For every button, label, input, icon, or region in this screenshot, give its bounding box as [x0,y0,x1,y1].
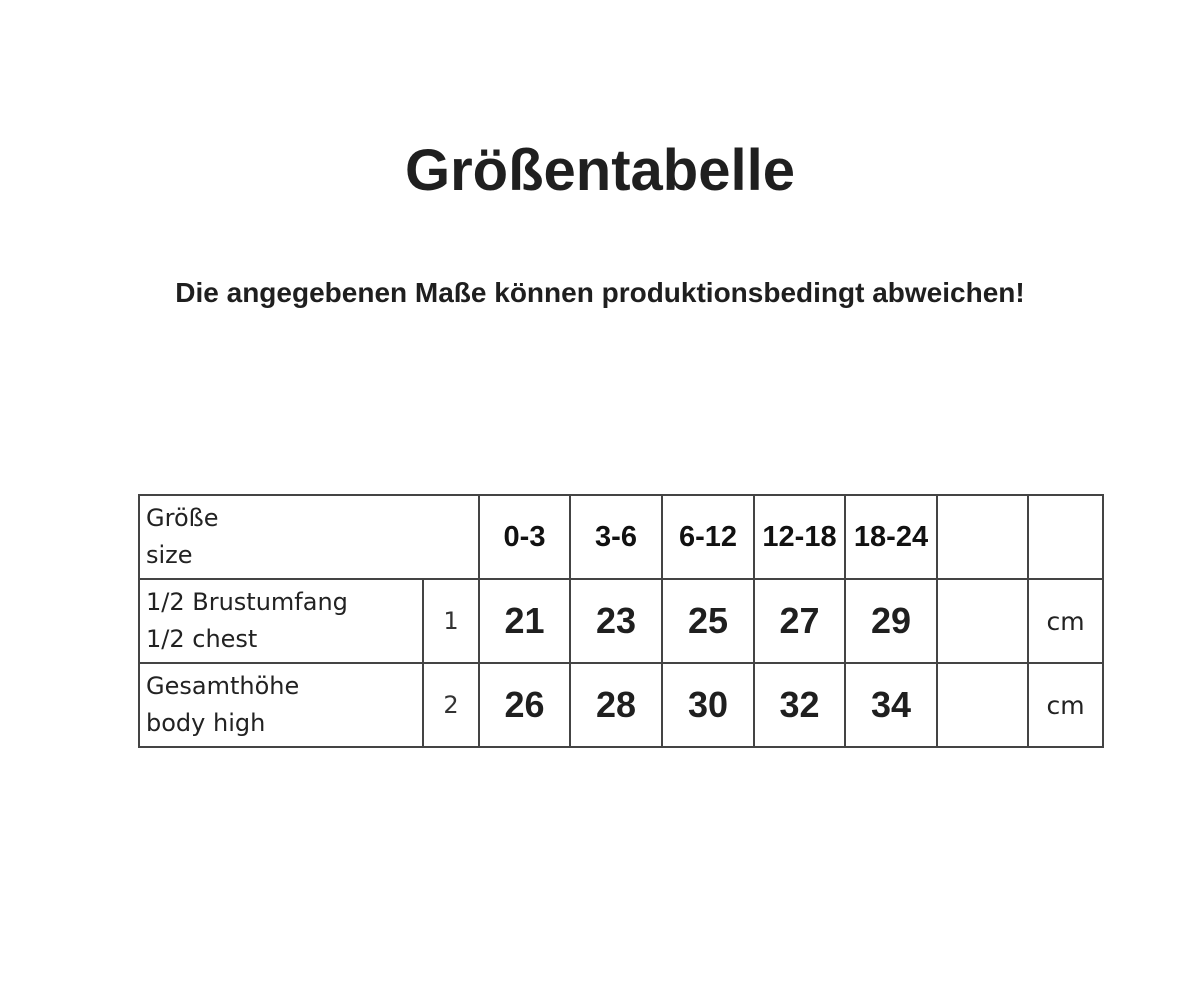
value-cell: 30 [662,663,754,747]
value-cell: 23 [570,579,662,663]
size-header: 3-6 [570,495,662,579]
size-header: 0-3 [479,495,570,579]
size-header: 6-12 [662,495,754,579]
unit-header-empty [1028,495,1103,579]
size-header: 12-18 [754,495,845,579]
page-title: Größentabelle [405,138,795,203]
value-cell: 25 [662,579,754,663]
value-cell: 26 [479,663,570,747]
row-index: 2 [423,663,479,747]
size-label-en: size [146,541,193,569]
value-cell-empty [937,663,1028,747]
size-header: 18-24 [845,495,937,579]
size-table [138,494,1104,748]
value-cell: 28 [570,663,662,747]
unit-cell: cm [1028,579,1103,663]
value-cell-empty [937,579,1028,663]
row-label-de: Gesamthöhe [146,672,300,700]
value-cell: 32 [754,663,845,747]
page-subtitle: Die angegebenen Maße können produktionsbedingt abweichen! [175,277,1025,308]
value-cell: 34 [845,663,937,747]
value-cell: 29 [845,579,937,663]
size-header-empty [937,495,1028,579]
row-label-chest [139,579,423,663]
row-label-en: 1/2 chest [146,625,258,653]
table-row [139,579,1103,663]
size-label-de: Größe [146,504,219,532]
value-cell: 27 [754,579,845,663]
table-header-row [139,495,1103,579]
row-index: 1 [423,579,479,663]
row-label-de: 1/2 Brustumfang [146,588,348,616]
unit-cell: cm [1028,663,1103,747]
size-label-cell [139,495,479,579]
value-cell: 21 [479,579,570,663]
table-row [139,663,1103,747]
row-label-height [139,663,423,747]
row-label-en: body high [146,709,266,737]
